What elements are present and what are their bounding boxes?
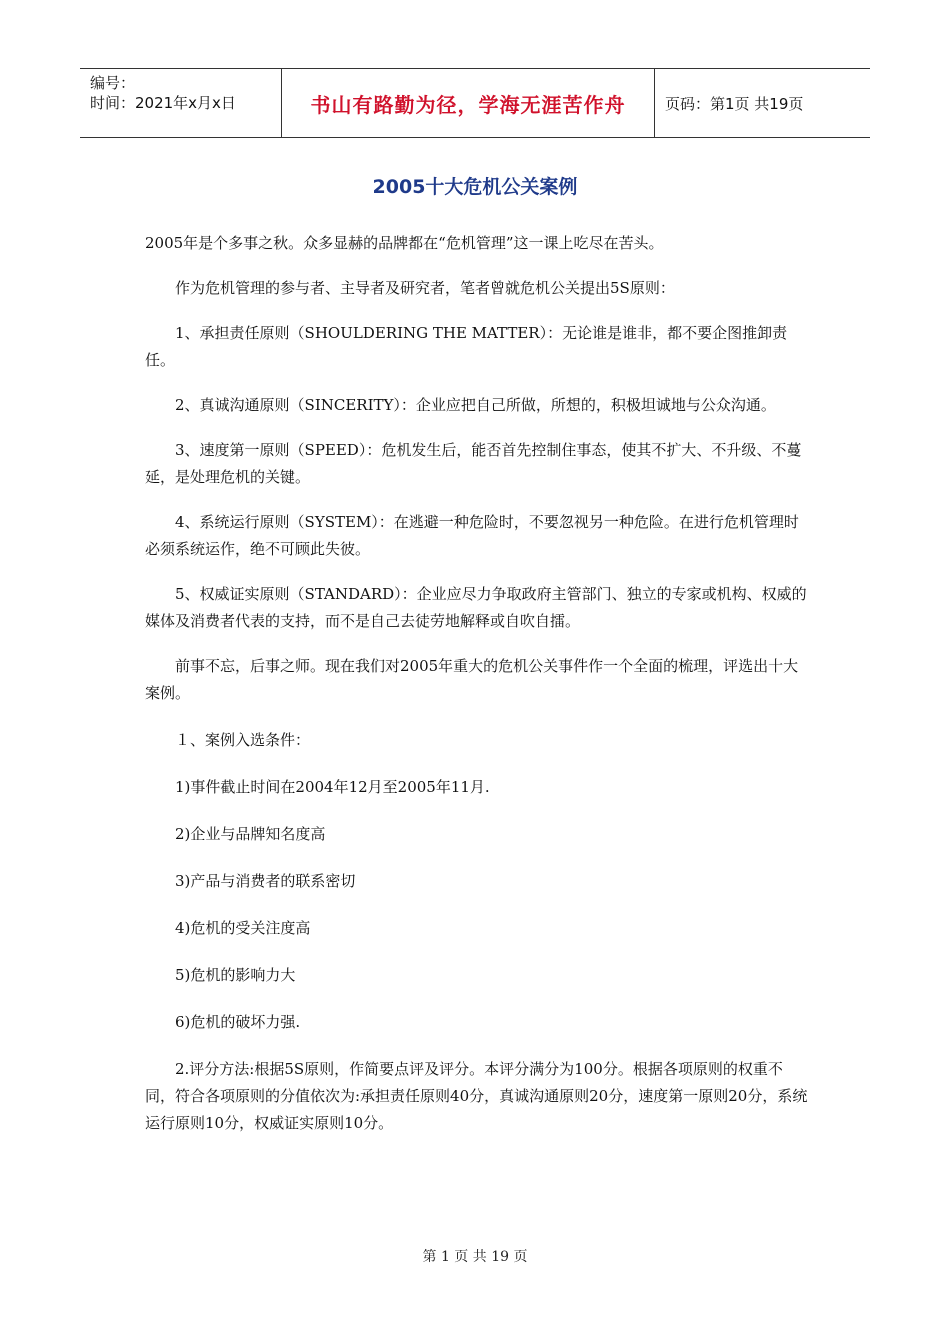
list-item-criteria-2: 2)企业与品牌知名度高 (175, 825, 326, 843)
paragraph-scoring-method: 2.评分方法:根据5S原则，作简要点评及评分。本评分满分为100分。根据各项原则的权重不同，符合各项原则的分值依次为:承担责任原则40分，真诚沟通原则20分，速度第一原则20分，系统运行原则10分，权威证实原则10分。 (145, 1060, 808, 1132)
header-page-info: 页码：第1页 共19页 (665, 94, 804, 113)
paragraph-principle-1: 1、承担责任原则（SHOULDERING THE MATTER）：无论谁是谁非，都不要企图推卸责任。 (145, 324, 788, 369)
list-item-criteria-5: 5)危机的影响力大 (175, 966, 296, 984)
paragraph-principle-4: 4、系统运行原则（SYSTEM）：在逃避一种危险时，不要忽视另一种危险。在进行危机管理时必须系统运作，绝不可顾此失彼。 (145, 513, 799, 558)
paragraph-principle-3: 3、速度第一原则（SPEED）：危机发生后，能否首先控制住事态，使其不扩大、不升级、不蔓延，是处理危机的关键。 (145, 441, 802, 486)
list-item-criteria-4: 4)危机的受关注度高 (175, 919, 311, 937)
paragraph-principle-5: 5、权威证实原则（STANDARD）：企业应尽力争取政府主管部门、独立的专家或机构、权威的媒体及消费者代表的支持，而不是自己去徒劳地解释或自吹自擂。 (145, 585, 807, 630)
list-item-criteria-6: 6)危机的破坏力强. (175, 1013, 301, 1031)
serial-label: 编号： (90, 74, 136, 92)
list-item-criteria-3: 3)产品与消费者的联系密切 (175, 872, 356, 890)
paragraph-intro: 2005年是个多事之秋。众多显赫的品牌都在“危机管理”这一课上吃尽在苦头。 (145, 234, 664, 252)
paragraph-principle-2: 2、真诚沟通原则（SINCERITY）：企业应把自己所做，所想的，积极坦诚地与公众沟通。 (175, 396, 776, 414)
header-meta-cell (80, 69, 282, 137)
paragraph-criteria-heading: １、案例入选条件： (175, 731, 311, 749)
header-table (80, 68, 870, 138)
time-label: 时间：2021年x月x日 (90, 94, 236, 112)
page-footer: 第 1 页 共 19 页 (422, 1249, 528, 1265)
paragraph-summary: 前事不忘，后事之师。现在我们对2005年重大的危机公关事件作一个全面的梳理，评选出十大案例。 (145, 657, 799, 702)
header-motto: 书山有路勤为径，学海无涯苦作舟 (282, 69, 655, 137)
list-item-criteria-1: 1)事件截止时间在2004年12月至2005年11月. (175, 778, 490, 796)
document-body (145, 230, 810, 1137)
document-title: 2005十大危机公关案例 (372, 176, 578, 198)
paragraph-5s-intro: 作为危机管理的参与者、主导者及研究者，笔者曾就危机公关提出5S原则： (175, 279, 675, 297)
